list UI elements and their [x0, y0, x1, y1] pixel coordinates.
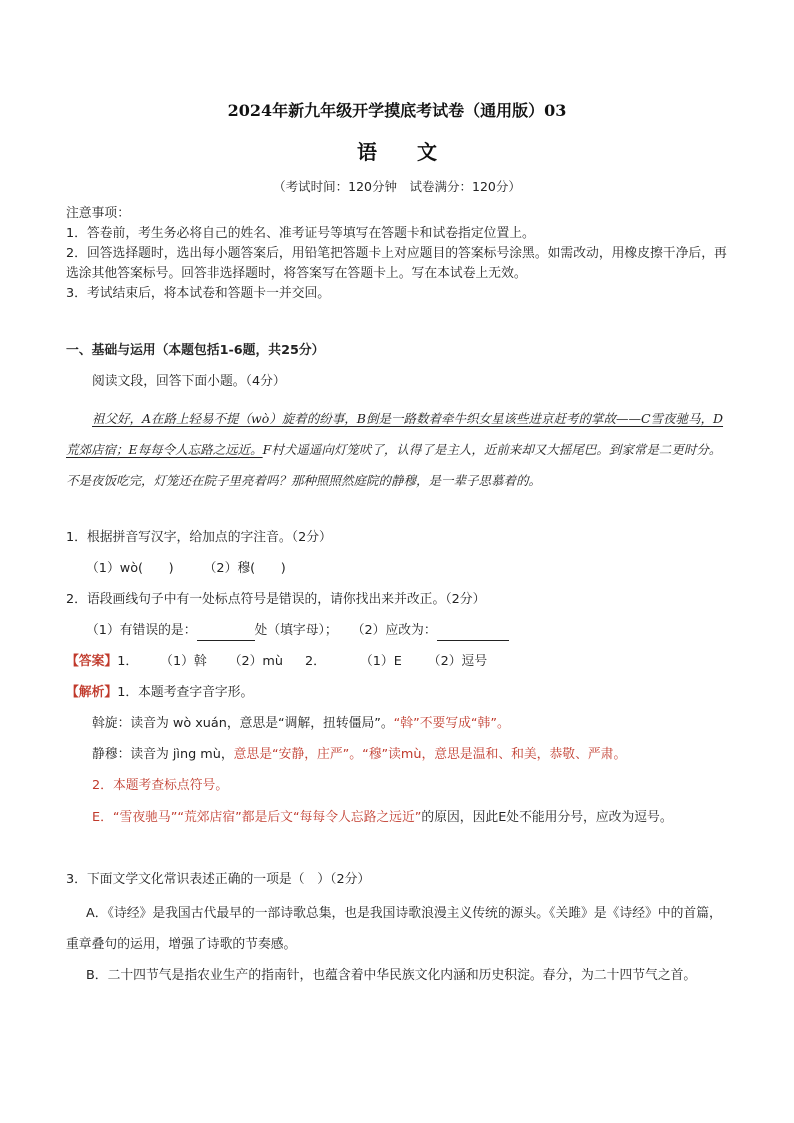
analysis-jingmu-meaning: 意思是“安静，庄严”。“穆”读mù，意思是温和、和美，恭敬、严肃。: [233, 747, 627, 762]
question-3-stem: 3．下面文学文化常识表述正确的一项是（ ）（2分）: [66, 872, 371, 887]
section-heading: 一、基础与运用（本题包括1-6题，共25分）: [66, 343, 325, 358]
analysis-line-2: [92, 714, 760, 734]
answer-num-1: 1．: [117, 654, 139, 669]
question-2-part-2-label: （2）应改为：: [351, 623, 437, 638]
analysis-point-1: 1．本题考查字音字形。: [117, 685, 254, 700]
analysis-woxuan: 斡旋：读音为 wò xuán，意思是“调解，扭转僵局”。: [92, 716, 394, 731]
note-item: 2．回答选择题时，选出每小题答案后，用铅笔把答题卡上对应题目的答案标号涂黑。如需改动，用橡皮擦干净后，再选涂其他答案标号。回答非选择题时，将答案写在答题卡上。写在本试卷上无效。: [66, 246, 727, 281]
analysis-label: 【解析】: [66, 685, 118, 700]
answer-line: [66, 652, 734, 672]
note-item: 3．考试结束后，将本试卷和答题卡一并交回。: [66, 286, 331, 301]
reading-passage: [66, 403, 730, 496]
analysis-line-5: [66, 803, 730, 833]
subject-heading: [0, 140, 794, 164]
question-2-stem: 2．语段画线句子中有一处标点符号是错误的，请你找出来并改正。（2分）: [66, 592, 486, 607]
question-1-part-2: （2）穆( ): [203, 561, 286, 576]
answer-blank-2[interactable]: [437, 624, 509, 641]
answer-2-2: （2）逗号: [427, 654, 488, 669]
question-3-option-a: A．《诗经》是我国古代最早的一部诗歌总集，也是我国诗歌浪漫主义传统的源头。《关雎》是《诗经》中的首篇，重章叠句的运用，增强了诗歌的节奏感。: [66, 906, 722, 952]
question-1-parts: [86, 559, 754, 579]
passage-rest: F村犬遥遥向灯笼吠了，认得了是主人，近前来却又大摇尾巴。到家常是二更时分。不是夜饭吃完，灯笼还在院子里亮着吗？那种照照然庭院的静穆，是一辈子思慕着的。: [66, 442, 722, 488]
question-2-part-1-label: （1）有错误的是：: [86, 623, 197, 638]
answer-2-1: （1）E: [359, 654, 402, 669]
answer-1-1: （1）斡: [160, 654, 207, 669]
analysis-line-1: [66, 683, 734, 703]
question-2-parts: [86, 621, 754, 641]
analysis-line-3: [92, 745, 760, 765]
answer-label: 【答案】: [66, 654, 118, 669]
notes-block: [66, 204, 734, 304]
note-item: 1．答卷前，考生务必将自己的姓名、准考证号等填写在答题卡和试卷指定位置上。: [66, 226, 535, 241]
question-2-part-1-suffix: 处（填字母）；: [254, 623, 338, 638]
exam-title: 2024年新九年级开学摸底考试卷（通用版）03: [227, 101, 567, 120]
analysis-e-reason: 的原因，因此E处不能用分号，应改为逗号。: [421, 810, 673, 825]
answer-blank-1[interactable]: [197, 624, 255, 641]
analysis-e-quote: “雪夜驰马”“荒郊店宿”都是后文“每每令人忘路之远近”: [112, 810, 422, 825]
question-3-option-b: B．二十四节气是指农业生产的指南针，也蕴含着中华民族文化内涵和历史积淀。春分，为二十四节气之首。: [86, 968, 697, 983]
question-1-part-1: （1）wò( ): [86, 561, 174, 576]
passage-intro: 阅读文段，回答下面小题。（4分）: [92, 374, 286, 389]
exam-info: （考试时间：120分钟 试卷满分：120分）: [273, 179, 521, 194]
analysis-e-label: E．: [92, 810, 113, 825]
answer-num-2: 2．: [305, 654, 326, 669]
subject-char-right: 文: [417, 140, 437, 164]
analysis-point-2: 2．本题考查标点符号。: [92, 778, 229, 793]
analysis-woxuan-note: “斡”不要写成“韩”。: [393, 716, 510, 731]
answer-1-2: （2）mù: [228, 654, 283, 669]
question-1-stem: 1．根据拼音写汉字，给加点的字注音。（2分）: [66, 530, 332, 545]
passage-underlined-sentence: 祖父好，A在路上轻易不提（wò）旋着的纷事，B倒是一路数着牵牛织女星该些进京赶考的掌故——C雪夜驰马，D荒郊店宿；E每每令人忘路之远近。: [66, 411, 724, 457]
notes-heading: 注意事项：: [66, 206, 130, 221]
subject-char-left: 语: [357, 140, 377, 164]
analysis-jingmu: 静穆：读音为 jìng mù，: [92, 747, 234, 762]
